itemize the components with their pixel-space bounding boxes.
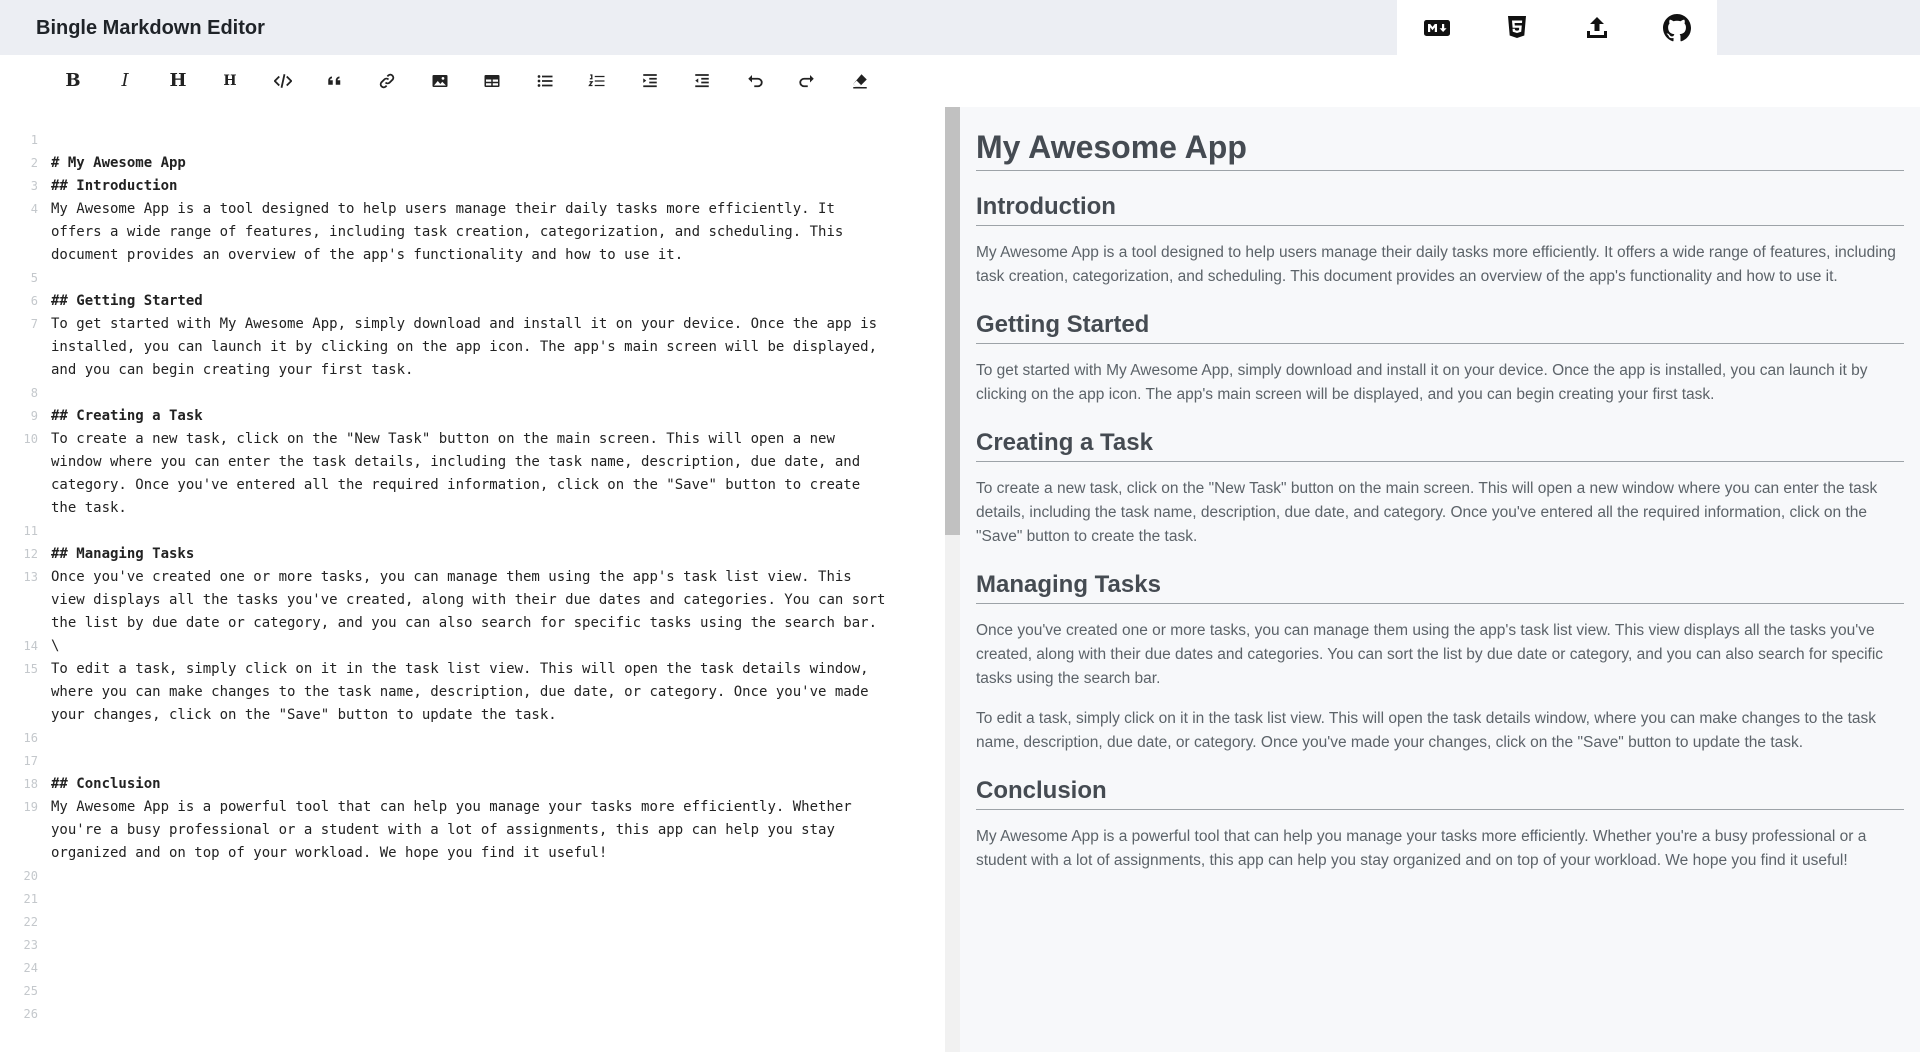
editor-line[interactable]: [0, 635, 945, 658]
redo-button[interactable]: [787, 61, 827, 101]
line-number: 11: [23, 524, 38, 538]
line-text: [51, 727, 931, 750]
line-number: 6: [30, 294, 38, 308]
line-number: 13: [23, 570, 38, 584]
editor-scrollbar[interactable]: [945, 107, 960, 1052]
preview-section-heading: Conclusion: [976, 777, 1904, 810]
line-number: 26: [23, 1007, 38, 1021]
editor-line[interactable]: [0, 865, 945, 888]
bold-button[interactable]: [53, 61, 93, 101]
editor-line[interactable]: [0, 980, 945, 1003]
line-number: 17: [23, 754, 38, 768]
editor-line[interactable]: [0, 405, 945, 428]
heading-small-icon: H: [223, 73, 237, 89]
bullet-list-icon: [536, 72, 554, 90]
link-icon: [378, 72, 396, 90]
line-text: ## Getting Started: [51, 293, 203, 309]
editor-line[interactable]: [0, 175, 945, 198]
preview-paragraph: To get started with My Awesome App, simply download and install it on your device. Once the app is installed, you can launch it by clicking on the app icon. The app's main screen will be displayed, and you can begin creating your first task.: [976, 362, 1868, 403]
formatting-toolbar: [0, 55, 1920, 107]
bold-icon: B: [65, 70, 81, 91]
editor-line[interactable]: [0, 796, 945, 865]
editor-line[interactable]: [0, 957, 945, 980]
line-text: # My Awesome App: [51, 155, 186, 171]
line-text: [51, 934, 931, 957]
editor-line[interactable]: [0, 428, 945, 520]
preview-title: My Awesome App: [976, 129, 1904, 171]
italic-button[interactable]: [105, 61, 145, 101]
line-text: ## Conclusion: [51, 776, 161, 792]
heading-small-button[interactable]: [210, 61, 250, 101]
preview-paragraph: To create a new task, click on the "New Task" button on the main screen. This will open a new window where you can enter the task details, including the task name, description, due date, and category. Once you've entered all the required information, click on the "Save" button to create the task.: [976, 480, 1878, 545]
code-icon: [274, 72, 292, 90]
editor-line[interactable]: [0, 1003, 945, 1026]
line-text: [51, 1003, 931, 1026]
html-export-button[interactable]: [1477, 0, 1557, 55]
table-icon: [483, 72, 501, 90]
italic-icon: I: [121, 70, 129, 91]
line-number: 25: [23, 984, 38, 998]
indent-icon: [641, 72, 659, 90]
line-number: 24: [23, 961, 38, 975]
quote-button[interactable]: [315, 61, 355, 101]
line-number: 1: [30, 133, 38, 147]
line-number: 14: [23, 639, 38, 653]
line-text: Once you've created one or more tasks, you can manage them using the app's task list view. This view displays all the tasks you've created, along with their due dates and categories. You can sort the list by due date or category, and you can also search for specific tasks using the search bar.: [51, 569, 886, 631]
line-text: To edit a task, simply click on it in the task list view. This will open the task details window, where you can make changes to the task name, description, due date, or category. Once you've made your changes, click on the "Save" button to update the task.: [51, 661, 869, 723]
numbered-list-icon: [588, 72, 606, 90]
markdown-editor[interactable]: [0, 107, 945, 1052]
heading-button[interactable]: [158, 61, 198, 101]
preview-paragraph: Once you've created one or more tasks, you can manage them using the app's task list view. This view displays all the tasks you've created, along with their due dates and categories. You can sort the list by due date or category, and you can also search for specific tasks using the search bar.: [976, 622, 1884, 687]
clear-format-button[interactable]: [840, 61, 880, 101]
preview-paragraph: My Awesome App is a powerful tool that can help you manage your tasks more efficiently. Whether you're a busy professional or a student with a lot of assignments, this app can help you stay organized and on top of your workload. We hope you find it useful!: [976, 828, 1867, 869]
outdent-button[interactable]: [682, 61, 722, 101]
preview-section-heading: Getting Started: [976, 311, 1904, 344]
line-number: 8: [30, 386, 38, 400]
line-text: ## Creating a Task: [51, 408, 203, 424]
github-button[interactable]: [1637, 0, 1717, 55]
editor-line[interactable]: [0, 129, 945, 152]
upload-icon: [1583, 14, 1611, 42]
line-text: \: [51, 638, 60, 654]
markdown-preview: [960, 107, 1920, 1052]
line-text: [51, 865, 931, 888]
code-button[interactable]: [263, 61, 303, 101]
line-text: My Awesome App is a powerful tool that can help you manage your tasks more efficiently. Whether you're a busy professional or a student with a lot of assignments, this app can help you stay organized and on top of your workload. We hope you find it useful!: [51, 799, 852, 861]
table-button[interactable]: [472, 61, 512, 101]
preview-section-heading: Managing Tasks: [976, 571, 1904, 604]
markdown-export-button[interactable]: [1397, 0, 1477, 55]
line-text: ## Managing Tasks: [51, 546, 195, 562]
line-number: 10: [23, 432, 38, 446]
line-text: [51, 267, 931, 290]
markdown-icon: [1423, 14, 1451, 42]
line-number: 12: [23, 547, 38, 561]
editor-line[interactable]: [0, 750, 945, 773]
line-number: 21: [23, 892, 38, 906]
line-text: [51, 957, 931, 980]
line-number: 23: [23, 938, 38, 952]
line-number: 22: [23, 915, 38, 929]
editor-line[interactable]: [0, 520, 945, 543]
line-text: [51, 980, 931, 1003]
editor-line[interactable]: [0, 934, 945, 957]
github-icon: [1663, 14, 1691, 42]
line-number: 4: [30, 202, 38, 216]
line-text: [51, 750, 931, 773]
redo-icon: [798, 72, 816, 90]
preview-paragraph: To edit a task, simply click on it in the task list view. This will open the task details window, where you can make changes to the task name, description, due date, or category. Once you've made your changes, click on the "Save" button to update the task.: [976, 710, 1877, 751]
undo-icon: [746, 72, 764, 90]
line-text: [51, 129, 931, 152]
line-text: To create a new task, click on the "New Task" button on the main screen. This will open a new window where you can enter the task details, including the task name, description, due date, and category. Once you've entered all the required information, click on the "Save" button to create the task.: [51, 431, 861, 516]
undo-button[interactable]: [735, 61, 775, 101]
app-title: Bingle Markdown Editor: [36, 17, 265, 39]
line-text: [51, 888, 931, 911]
image-icon: [431, 72, 449, 90]
editor-line[interactable]: [0, 773, 945, 796]
scrollbar-thumb[interactable]: [945, 107, 960, 535]
editor-line[interactable]: [0, 290, 945, 313]
html5-icon: [1503, 14, 1531, 42]
line-number: 3: [30, 179, 38, 193]
preview-section-heading: Introduction: [976, 193, 1904, 226]
eraser-icon: [851, 72, 869, 90]
line-text: My Awesome App is a tool designed to help users manage their daily tasks more efficiently. It offers a wide range of features, including task creation, categorization, and scheduling. This document provides an overview of the app's functionality and how to use it.: [51, 201, 844, 263]
editor-line[interactable]: [0, 911, 945, 934]
editor-line[interactable]: [0, 888, 945, 911]
app-header: [0, 0, 1920, 55]
editor-line[interactable]: [0, 152, 945, 175]
line-number: 9: [30, 409, 38, 423]
numbered-list-button[interactable]: [577, 61, 617, 101]
line-text: ## Introduction: [51, 178, 178, 194]
editor-line[interactable]: [0, 727, 945, 750]
outdent-icon: [693, 72, 711, 90]
indent-button[interactable]: [630, 61, 670, 101]
line-number: 16: [23, 731, 38, 745]
upload-button[interactable]: [1557, 0, 1637, 55]
editor-line[interactable]: [0, 313, 945, 382]
line-number: 2: [30, 156, 38, 170]
line-number: 15: [23, 662, 38, 676]
line-text: [51, 382, 931, 405]
editor-line[interactable]: [0, 198, 945, 267]
line-text: [51, 520, 931, 543]
quote-icon: [326, 72, 344, 90]
editor-line[interactable]: [0, 658, 945, 727]
link-button[interactable]: [367, 61, 407, 101]
line-number: 5: [30, 271, 38, 285]
editor-line[interactable]: [0, 382, 945, 405]
image-button[interactable]: [420, 61, 460, 101]
preview-content: [976, 107, 1904, 873]
heading-icon: H: [169, 70, 187, 91]
editor-line[interactable]: [0, 543, 945, 566]
line-number: 20: [23, 869, 38, 883]
line-number: 19: [23, 800, 38, 814]
line-number: 7: [30, 317, 38, 331]
editor-lines: [0, 129, 945, 1026]
line-number: 18: [23, 777, 38, 791]
preview-section-heading: Creating a Task: [976, 429, 1904, 462]
editor-line[interactable]: [0, 566, 945, 635]
preview-paragraph: My Awesome App is a tool designed to help users manage their daily tasks more efficiently. It offers a wide range of features, including task creation, categorization, and scheduling. This document provides an overview of the app's functionality and how to use it.: [976, 244, 1896, 285]
line-text: [51, 911, 931, 934]
header-actions: [1397, 0, 1717, 55]
line-text: To get started with My Awesome App, simply download and install it on your device. Once the app is installed, you can launch it by clicking on the app icon. The app's main screen will be displayed, and you can begin creating your first task.: [51, 316, 878, 378]
editor-line[interactable]: [0, 267, 945, 290]
bullet-list-button[interactable]: [525, 61, 565, 101]
